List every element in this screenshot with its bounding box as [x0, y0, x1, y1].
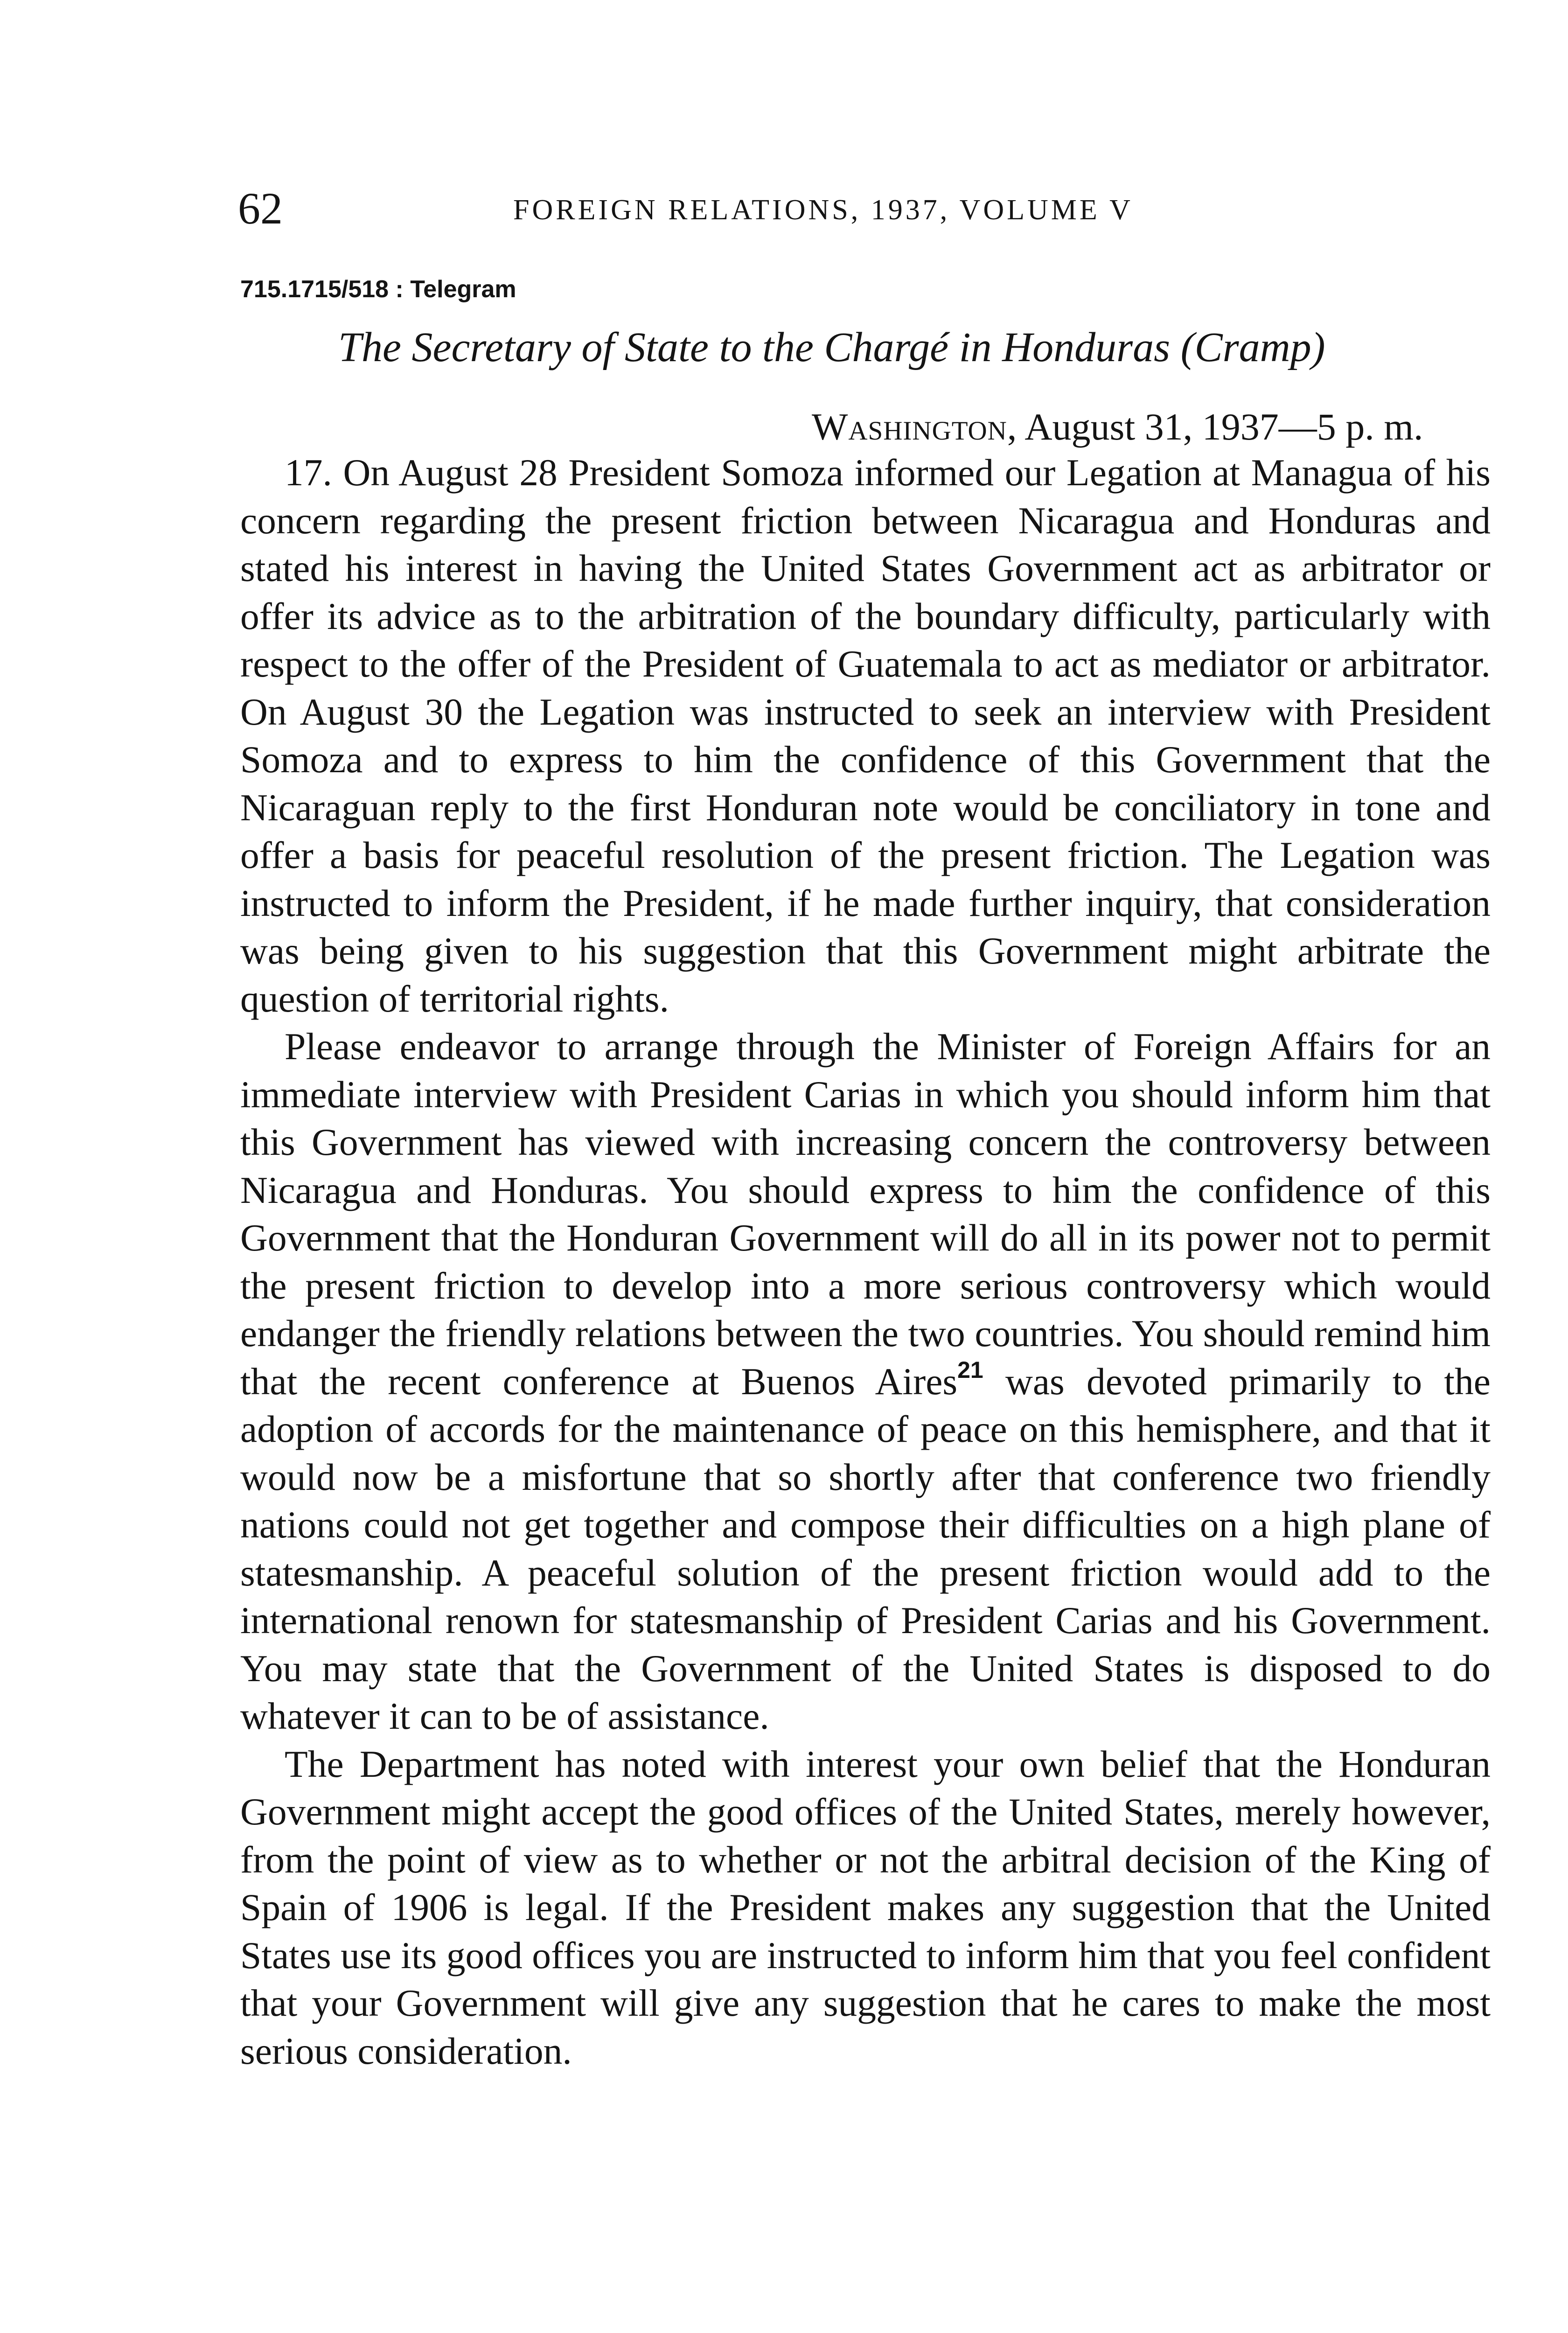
paragraph-1: 17. On August 28 President Somoza informed our Legation at Managua of his concern regarding the present friction between Nicaragua and Honduras and stated his interest in having the United States Government act as arbitrator or offer its advice as to the arbitration of the boundary difficulty, particularly with respect to the offer of the President of Guatemala to act as mediator or arbitrator. On August 30 the Legation was instructed to seek an interview with President Somoza and to express to him the confidence of this Government that the Nicaraguan reply to the first Honduran note would be conciliatory in tone and offer a basis for peaceful resolution of the present friction. The Legation was instructed to inform the President, if he made further inquiry, that consideration was being given to his suggestion that this Government might arbitrate the question of territorial rights. [240, 451, 1491, 1020]
document-heading: The Secretary of State to the Chargé in Honduras (Cramp) [338, 324, 1325, 370]
dateline-date: August 31, 1937—5 p. m. [1024, 405, 1423, 448]
paragraph-2 [240, 1023, 1491, 1740]
dateline [812, 397, 1423, 457]
file-reference: 715.1715/518 : Telegram [240, 276, 516, 303]
dateline-place: Washington, [812, 405, 1017, 448]
footnote-reference[interactable]: 21 [957, 1356, 983, 1383]
running-head [238, 183, 1488, 234]
running-title: FOREIGN RELATIONS, 1937, VOLUME V [513, 194, 1133, 226]
paragraph-3: The Department has noted with interest your own belief that the Honduran Government might accept the good offices of the United States, merely however, from the point of view as to whether or not the arbitral decision of the King of Spain of 1906 is legal. If the President makes any suggestion that the United States use its good offices you are instructed to inform him that you feel confident that your Government will give any suggestion that he cares to make the most serious consideration. [240, 1742, 1491, 2072]
paragraph-2-text-b: was devoted primarily to the adoption of accords for the maintenance of peace on this hemisphere, and that it would now be a misfortune that so shortly after that conference two friendly nations could not get together and compose their difficulties on a high plane of statesmanship. A peaceful solution of the present friction would add to the international renown for statesmanship of President Carias and his Government. You may state that the Government of the United States is disposed to do whatever it can to be of assistance. [240, 1360, 1491, 1737]
telegram-body [240, 449, 1491, 2075]
page-number: 62 [238, 183, 283, 233]
paragraph-2-text-a: Please endeavor to arrange through the Minister of Foreign Affairs for an immediate interview with President Carias in which you should inform him that this Government has viewed with increasing concern the controversy between Nicaragua and Honduras. You should express to him the confidence of this Government that the Honduran Government will do all in its power not to permit the present friction to develop into a more serious controversy which would endanger the friendly relations between the two countries. You should remind him that the recent conference at Buenos Aires [240, 1025, 1491, 1403]
